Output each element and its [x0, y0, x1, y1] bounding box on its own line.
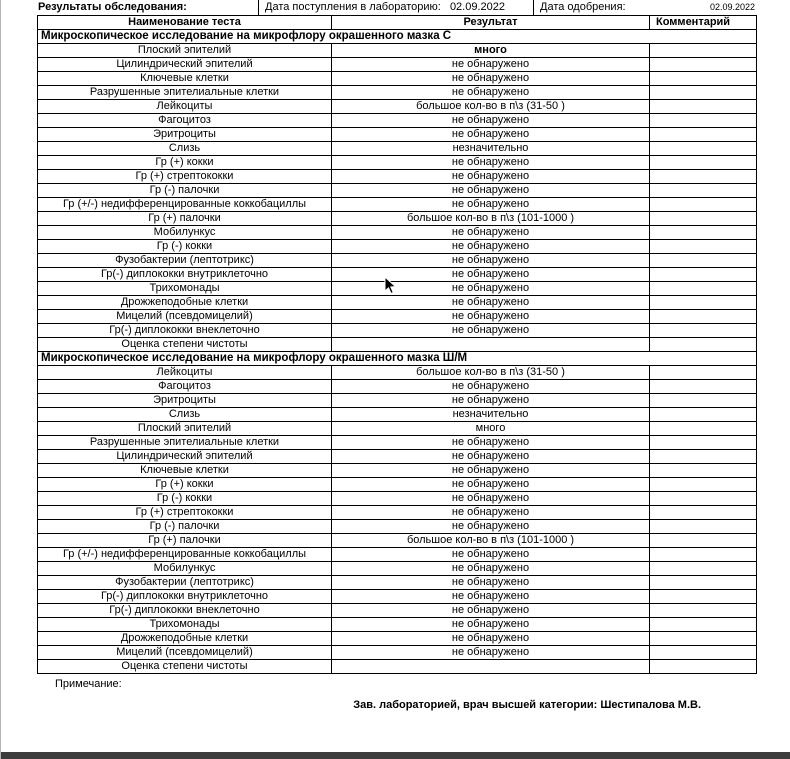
result-cell: много	[332, 44, 650, 58]
comment-cell	[650, 58, 757, 72]
result-cell: не обнаружено	[332, 226, 650, 240]
date-received-segment	[259, 0, 534, 15]
results-table-body	[38, 30, 757, 674]
test-name-cell: Фагоцитоз	[38, 380, 332, 394]
test-name-cell: Ключевые клетки	[38, 464, 332, 478]
comment-cell	[650, 562, 757, 576]
result-cell: не обнаружено	[332, 590, 650, 604]
table-row	[38, 576, 757, 590]
comment-cell	[650, 506, 757, 520]
result-cell: не обнаружено	[332, 72, 650, 86]
table-row	[38, 632, 757, 646]
comment-cell	[650, 296, 757, 310]
comment-cell	[650, 226, 757, 240]
result-cell: не обнаружено	[332, 254, 650, 268]
result-cell: не обнаружено	[332, 492, 650, 506]
table-row	[38, 296, 757, 310]
comment-cell	[650, 100, 757, 114]
test-name-cell: Гр(-) диплококки внеклеточно	[38, 324, 332, 338]
result-cell: не обнаружено	[332, 478, 650, 492]
test-name-cell: Трихомонады	[38, 282, 332, 296]
comment-cell	[650, 142, 757, 156]
test-name-cell: Гр (-) палочки	[38, 184, 332, 198]
comment-cell	[650, 128, 757, 142]
date-approved-value: 02.09.2022	[709, 2, 755, 12]
test-name-cell: Гр(-) диплококки внутриклеточно	[38, 590, 332, 604]
comment-cell	[650, 646, 757, 660]
comment-cell	[650, 310, 757, 324]
test-name-cell: Эритроциты	[38, 128, 332, 142]
table-row	[38, 436, 757, 450]
test-name-cell: Гр (+) палочки	[38, 212, 332, 226]
test-name-cell: Гр(-) диплококки внеклеточно	[38, 604, 332, 618]
comment-cell	[650, 282, 757, 296]
test-name-cell: Гр (+) палочки	[38, 534, 332, 548]
comment-cell	[650, 464, 757, 478]
comment-cell	[650, 534, 757, 548]
test-name-cell: Слизь	[38, 408, 332, 422]
table-row	[38, 380, 757, 394]
result-cell: не обнаружено	[332, 464, 650, 478]
table-row	[38, 660, 757, 674]
comment-cell	[650, 590, 757, 604]
result-cell: большое кол-во в п\з (31-50 )	[332, 366, 650, 380]
result-cell: не обнаружено	[332, 156, 650, 170]
test-name-cell: Гр (+) кокки	[38, 156, 332, 170]
column-header-comment: Комментарий	[650, 16, 757, 30]
comment-cell	[650, 604, 757, 618]
test-name-cell: Плоский эпителий	[38, 422, 332, 436]
table-row	[38, 338, 757, 352]
table-row	[38, 156, 757, 170]
table-row	[38, 226, 757, 240]
test-name-cell: Гр (+) стрептококки	[38, 506, 332, 520]
comment-cell	[650, 184, 757, 198]
table-row	[38, 184, 757, 198]
report-meta-row	[37, 0, 756, 15]
table-row	[38, 282, 757, 296]
comment-cell	[650, 198, 757, 212]
comment-cell	[650, 268, 757, 282]
comment-cell	[650, 422, 757, 436]
table-row	[38, 394, 757, 408]
test-name-cell: Гр (+) кокки	[38, 478, 332, 492]
section-header-row	[38, 30, 757, 44]
section-header-row	[38, 352, 757, 366]
date-approved-segment	[534, 0, 756, 15]
comment-cell	[650, 380, 757, 394]
result-cell: не обнаружено	[332, 58, 650, 72]
test-name-cell: Оценка степени чистоты	[38, 338, 332, 352]
test-name-cell: Мицелий (псевдомицелий)	[38, 310, 332, 324]
comment-cell	[650, 156, 757, 170]
test-name-cell: Гр (+/-) недифференцированные коккобациллы	[38, 548, 332, 562]
result-cell: не обнаружено	[332, 296, 650, 310]
table-row	[38, 520, 757, 534]
table-row	[38, 604, 757, 618]
comment-cell	[650, 450, 757, 464]
result-cell: не обнаружено	[332, 380, 650, 394]
table-row	[38, 72, 757, 86]
result-cell: не обнаружено	[332, 646, 650, 660]
test-name-cell: Гр (+) стрептококки	[38, 170, 332, 184]
result-cell: незначительно	[332, 142, 650, 156]
result-cell	[332, 660, 650, 674]
section-title: Микроскопическое исследование на микрофлору окрашенного мазка Ш/М	[38, 352, 757, 366]
table-row	[38, 422, 757, 436]
comment-cell	[650, 366, 757, 380]
comment-cell	[650, 72, 757, 86]
test-name-cell: Слизь	[38, 142, 332, 156]
table-row	[38, 212, 757, 226]
date-received-value: 02.09.2022	[449, 1, 505, 13]
table-row	[38, 534, 757, 548]
results-table	[37, 15, 757, 674]
table-row	[38, 86, 757, 100]
table-row	[38, 408, 757, 422]
result-cell: не обнаружено	[332, 604, 650, 618]
comment-cell	[650, 660, 757, 674]
test-name-cell: Фагоцитоз	[38, 114, 332, 128]
column-header-result: Результат	[332, 16, 650, 30]
table-row	[38, 100, 757, 114]
table-row	[38, 310, 757, 324]
comment-cell	[650, 240, 757, 254]
comment-cell	[650, 408, 757, 422]
window-bottom-edge	[1, 752, 790, 759]
column-header-test-name: Наименование теста	[38, 16, 332, 30]
comment-cell	[650, 324, 757, 338]
result-cell: не обнаружено	[332, 240, 650, 254]
section-title: Микроскопическое исследование на микрофлору окрашенного мазка C	[38, 30, 757, 44]
comment-cell	[650, 254, 757, 268]
result-cell: не обнаружено	[332, 618, 650, 632]
table-row	[38, 142, 757, 156]
table-row	[38, 590, 757, 604]
result-cell: не обнаружено	[332, 282, 650, 296]
test-name-cell: Гр (-) кокки	[38, 240, 332, 254]
test-name-cell: Трихомонады	[38, 618, 332, 632]
table-row	[38, 450, 757, 464]
result-cell: не обнаружено	[332, 450, 650, 464]
test-name-cell: Гр (+/-) недифференцированные коккобациллы	[38, 198, 332, 212]
table-row	[38, 128, 757, 142]
test-name-cell: Оценка степени чистоты	[38, 660, 332, 674]
table-row	[38, 58, 757, 72]
result-cell: не обнаружено	[332, 170, 650, 184]
test-name-cell: Ключевые клетки	[38, 72, 332, 86]
result-cell: не обнаружено	[332, 198, 650, 212]
table-row	[38, 562, 757, 576]
result-cell	[332, 338, 650, 352]
result-cell: большое кол-во в п\з (31-50 )	[332, 100, 650, 114]
result-cell: не обнаружено	[332, 548, 650, 562]
comment-cell	[650, 478, 757, 492]
result-cell: не обнаружено	[332, 394, 650, 408]
comment-cell	[650, 170, 757, 184]
result-cell: не обнаружено	[332, 506, 650, 520]
table-row	[38, 646, 757, 660]
comment-cell	[650, 576, 757, 590]
test-name-cell: Эритроциты	[38, 394, 332, 408]
result-cell: незначительно	[332, 408, 650, 422]
test-name-cell: Гр (-) кокки	[38, 492, 332, 506]
comment-cell	[650, 338, 757, 352]
results-header-label: Результаты обследования:	[37, 0, 259, 15]
result-cell: не обнаружено	[332, 324, 650, 338]
table-row	[38, 618, 757, 632]
result-cell: большое кол-во в п\з (101-1000 )	[332, 212, 650, 226]
table-row	[38, 548, 757, 562]
test-name-cell: Дрожжеподобные клетки	[38, 632, 332, 646]
comment-cell	[650, 212, 757, 226]
result-cell: не обнаружено	[332, 128, 650, 142]
note-label: Примечание:	[55, 678, 122, 690]
result-cell: не обнаружено	[332, 268, 650, 282]
result-cell: не обнаружено	[332, 520, 650, 534]
table-row	[38, 506, 757, 520]
comment-cell	[650, 394, 757, 408]
comment-cell	[650, 436, 757, 450]
table-row	[38, 254, 757, 268]
test-name-cell: Лейкоциты	[38, 100, 332, 114]
test-name-cell: Гр (-) палочки	[38, 520, 332, 534]
test-name-cell: Фузобактерии (лептотрикс)	[38, 576, 332, 590]
comment-cell	[650, 44, 757, 58]
table-row	[38, 324, 757, 338]
table-row	[38, 464, 757, 478]
test-name-cell: Мобилункус	[38, 562, 332, 576]
test-name-cell: Плоский эпителий	[38, 44, 332, 58]
test-name-cell: Разрушенные эпителиальные клетки	[38, 436, 332, 450]
result-cell: много	[332, 422, 650, 436]
test-name-cell: Мобилункус	[38, 226, 332, 240]
table-row	[38, 366, 757, 380]
result-cell: не обнаружено	[332, 632, 650, 646]
test-name-cell: Дрожжеподобные клетки	[38, 296, 332, 310]
table-row	[38, 268, 757, 282]
table-row	[38, 198, 757, 212]
result-cell: не обнаружено	[332, 562, 650, 576]
result-cell: не обнаружено	[332, 86, 650, 100]
test-name-cell: Фузобактерии (лептотрикс)	[38, 254, 332, 268]
table-header-row	[38, 16, 757, 30]
signature-line: Зав. лабораторией, врач высшей категории: Шестипалова М.В.	[353, 699, 701, 711]
result-cell: не обнаружено	[332, 184, 650, 198]
test-name-cell: Разрушенные эпителиальные клетки	[38, 86, 332, 100]
test-name-cell: Гр(-) диплококки внутриклеточно	[38, 268, 332, 282]
date-received-label: Дата поступления в лабораторию:	[265, 1, 441, 13]
result-cell: не обнаружено	[332, 576, 650, 590]
comment-cell	[650, 520, 757, 534]
test-name-cell: Мицелий (псевдомицелий)	[38, 646, 332, 660]
test-name-cell: Цилиндрический эпителий	[38, 58, 332, 72]
date-approved-label: Дата одобрения:	[540, 1, 626, 13]
table-row	[38, 44, 757, 58]
table-row	[38, 170, 757, 184]
table-row	[38, 492, 757, 506]
comment-cell	[650, 618, 757, 632]
table-row	[38, 240, 757, 254]
test-name-cell: Цилиндрический эпителий	[38, 450, 332, 464]
comment-cell	[650, 632, 757, 646]
test-name-cell: Лейкоциты	[38, 366, 332, 380]
result-cell: большое кол-во в п\з (101-1000 )	[332, 534, 650, 548]
result-cell: не обнаружено	[332, 310, 650, 324]
table-row	[38, 114, 757, 128]
result-cell: не обнаружено	[332, 436, 650, 450]
table-row	[38, 478, 757, 492]
result-cell: не обнаружено	[332, 114, 650, 128]
comment-cell	[650, 86, 757, 100]
comment-cell	[650, 114, 757, 128]
comment-cell	[650, 492, 757, 506]
comment-cell	[650, 548, 757, 562]
